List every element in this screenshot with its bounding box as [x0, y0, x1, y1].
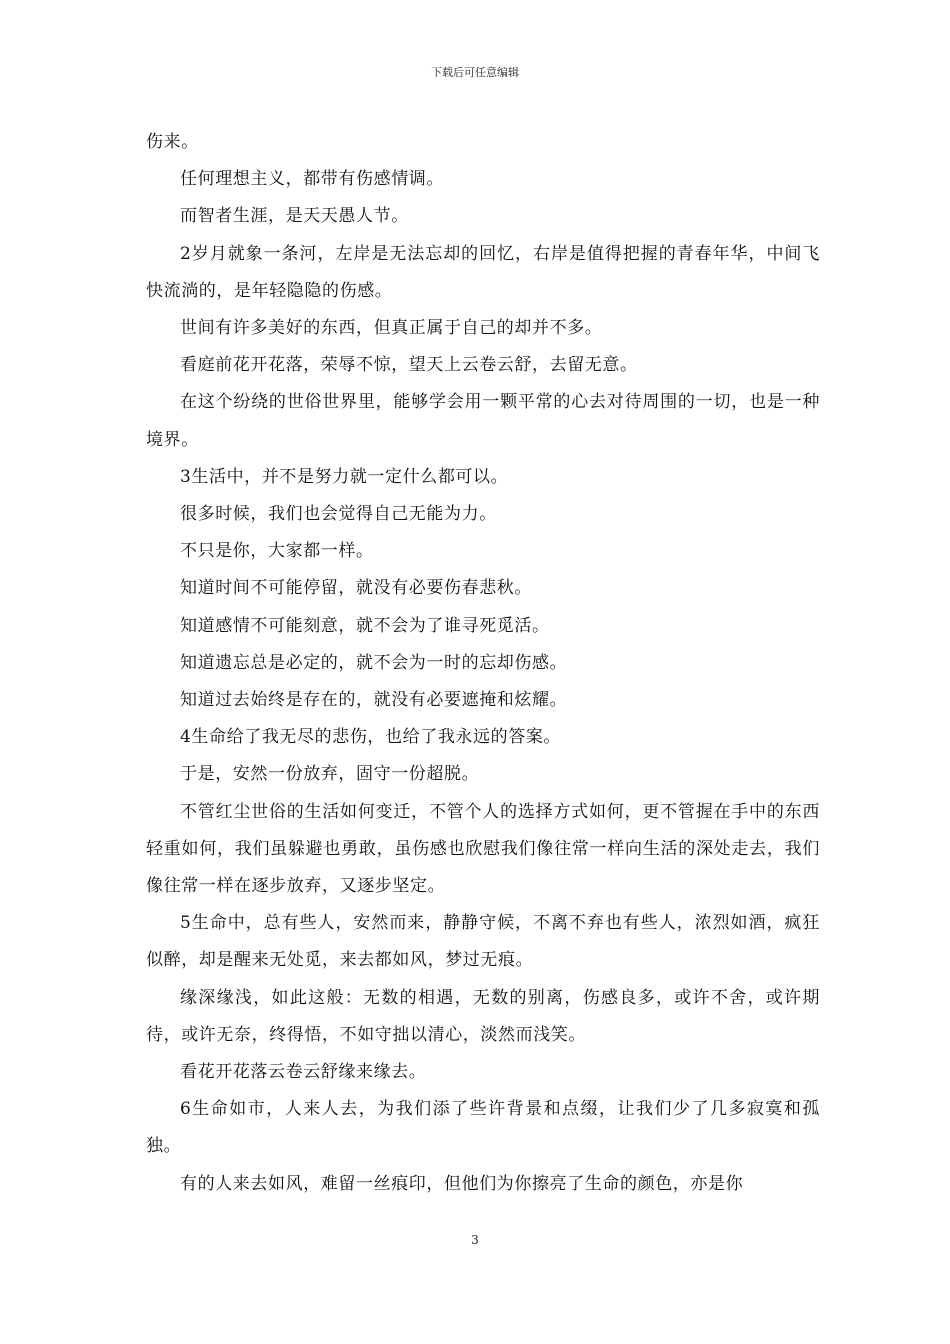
paragraph: 不只是你，大家都一样。 — [180, 541, 374, 562]
paragraph: 知道过去始终是存在的，就没有必要遮掩和炫耀。 — [180, 690, 568, 711]
paragraph: 2岁月就象一条河，左岸是无法忘却的回忆，右岸是值得把握的青春年华，中间飞快流淌的，是年轻隐隐的伤感。 — [146, 243, 820, 301]
paragraph: 看庭前花开花落，荣辱不惊，望天上云卷云舒，去留无意。 — [180, 355, 638, 376]
paragraph: 很多时候，我们也会觉得自己无能为力。 — [180, 504, 497, 525]
paragraph: 看花开花落云卷云舒缘来缘去。 — [180, 1062, 427, 1083]
paragraph: 于是，安然一份放弃，固守一份超脱。 — [180, 764, 480, 785]
paragraph: 知道遗忘总是必定的，就不会为一时的忘却伤感。 — [180, 652, 568, 673]
paragraph: 5生命中，总有些人，安然而来，静静守候，不离不弃也有些人，浓烈如酒，疯狂似醉，却是醒来无处觅，来去都如风，梦过无痕。 — [146, 913, 820, 971]
paragraph: 缘深缘浅，如此这般：无数的相遇，无数的别离，伤感良多，或许不舍，或许期待，或许无奈，终得悟，不如守拙以清心，淡然而浅笑。 — [146, 987, 820, 1045]
paragraph: 4生命给了我无尽的悲伤，也给了我永远的答案。 — [180, 727, 562, 748]
paragraph: 而智者生涯，是天天愚人节。 — [180, 206, 409, 227]
paragraph: 世间有许多美好的东西，但真正属于自己的却并不多。 — [180, 318, 603, 339]
paragraph: 知道时间不可能停留，就没有必要伤春悲秋。 — [180, 578, 532, 599]
document-body — [146, 124, 820, 1203]
paragraph: 知道感情不可能刻意，就不会为了谁寻死觅活。 — [180, 615, 550, 636]
page-header: 下载后可任意编辑 — [431, 66, 519, 79]
paragraph: 任何理想主义，都带有伤感情调。 — [180, 169, 444, 190]
paragraph: 伤来。 — [146, 132, 199, 152]
paragraph: 不管红尘世俗的生活如何变迁，不管个人的选择方式如何，更不管握在手中的东西轻重如何，我们虽躲避也勇敢，虽伤感也欣慰我们像往常一样向生活的深处走去，我们像往常一样在逐步放弃，又逐步坚定。 — [146, 801, 820, 897]
paragraph: 有的人来去如风，难留一丝痕印，但他们为你擦亮了生命的颜色，亦是你 — [180, 1173, 744, 1194]
paragraph: 3生活中，并不是努力就一定什么都可以。 — [180, 466, 509, 487]
paragraph: 在这个纷绕的世俗世界里，能够学会用一颗平常的心去对待周围的一切，也是一种境界。 — [146, 392, 820, 450]
page-number: 3 — [471, 1233, 479, 1247]
paragraph: 6生命如市，人来人去，为我们添了些许背景和点缀，让我们少了几多寂寞和孤独。 — [146, 1099, 820, 1157]
